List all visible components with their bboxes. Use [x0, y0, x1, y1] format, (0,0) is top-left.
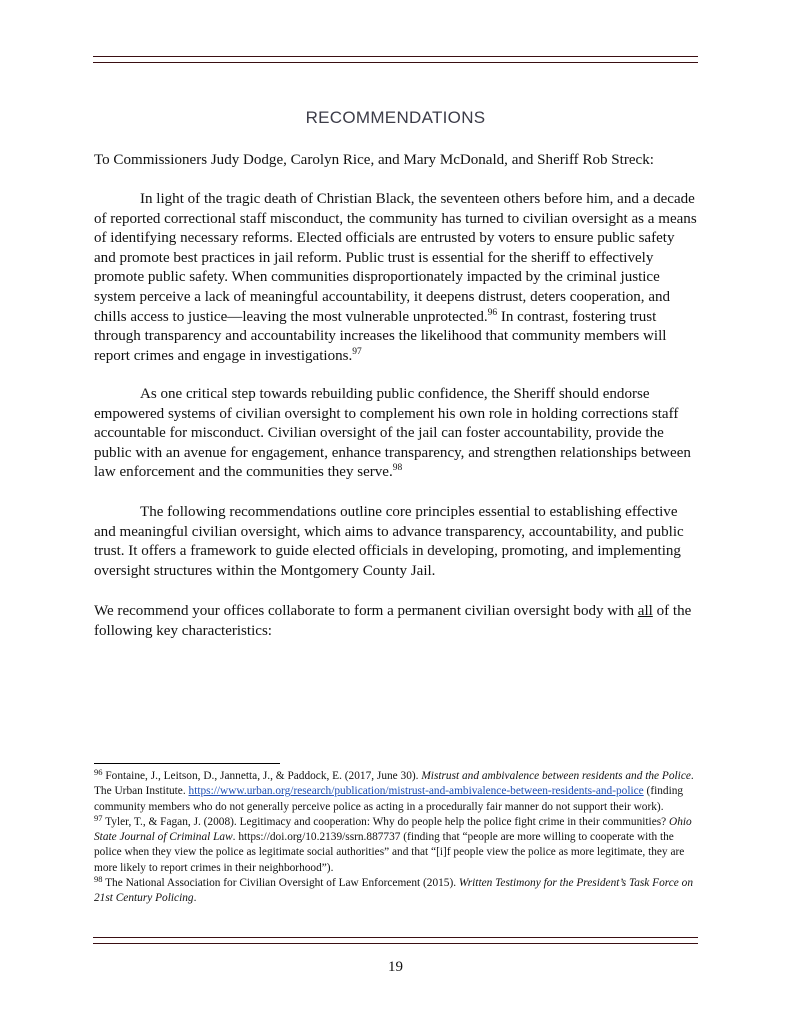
paragraph-4	[94, 602, 697, 641]
footnote-98	[94, 876, 699, 907]
paragraph-4-emphasis: all	[637, 603, 653, 619]
page-heading: RECOMMENDATIONS	[305, 108, 486, 127]
footnote-number: 98	[94, 874, 103, 885]
footnote-number: 97	[94, 812, 103, 823]
footnote-title: Written Testimony for the President’s Task Force on 21st Century Policing	[94, 877, 694, 905]
footnote-url-link[interactable]: https://www.urban.org/research/publication/mistrust-and-ambivalence-between-residents-and-police	[188, 785, 644, 798]
footnote-divider	[94, 763, 280, 764]
footnote-ref-96[interactable]: 96	[487, 307, 498, 318]
footnote-note: (finding community members who do not generally perceive police as acting in a procedurally fair manner do not support their work).	[94, 785, 684, 813]
footnote-number: 96	[94, 767, 103, 777]
footnote-ref-98[interactable]: 98	[392, 463, 403, 474]
footnote-96	[94, 769, 699, 815]
footnotes	[94, 769, 699, 907]
paragraph-3-text: The following recommendations outline core principles essential to establishing effective and meaningful civilian oversight, which aims to advance transparency, accountability, and public trust. It offers a framework to guide elected officials in developing, promoting, and implementing oversight structures within the Montgomery County Jail.	[94, 504, 684, 579]
footnote-title: Mistrust and ambivalence between residents and the Police	[421, 770, 691, 782]
footnote-publisher: . The Urban Institute.	[94, 770, 694, 798]
paragraph-4-before: We recommend your offices collaborate to form a permanent civilian oversight body with	[94, 603, 638, 619]
paragraph-1-text-cont: In contrast, fostering trust through transparency and accountability increases the likelihood that community members will report crimes and engage in investigations.	[94, 308, 667, 364]
footnote-ref-97[interactable]: 97	[352, 346, 362, 357]
footnote-title: Ohio State Journal of Criminal Law	[94, 815, 692, 844]
footnote-authors: Tyler, T., & Fagan, J. (2008). Legitimacy and cooperation: Why do people help the police fight crime in their communities?	[102, 815, 670, 828]
paragraph-1	[94, 190, 697, 366]
header-rule	[93, 56, 698, 63]
paragraph-2	[94, 385, 697, 483]
page-number: 19	[388, 959, 403, 975]
salutation: To Commissioners Judy Dodge, Carolyn Rice, and Mary McDonald, and Sheriff Rob Streck:	[94, 152, 654, 168]
footer-rule	[93, 937, 698, 944]
footnote-note: . https://doi.org/10.2139/ssrn.887737 (finding that “people are more willing to cooperate with the police when they view the police as legitimate social authorities” and that “[i]f people view the police as more legitimate, they are more likely to report crimes in their neighborhood”).	[94, 831, 685, 874]
paragraph-1-text: In light of the tragic death of Christian Black, the seventeen others before him, and a decade of reported correctional staff misconduct, the community has turned to civilian oversight as a means of identifying necessary reforms. Elected officials are entrusted by voters to ensure public safety and promote best practices in jail reform. Public trust is essential for the sheriff to effectively promote public safety. When communities disproportionately impacted by the criminal justice system perceive a lack of meaningful accountability, it deepens distrust, deters cooperation, and chills access to justice—leaving the most vulnerable unprotected.	[94, 191, 697, 325]
footnote-97	[94, 812, 699, 876]
paragraph-4-after: of the following key characteristics:	[94, 603, 692, 639]
footnote-authors: Fontaine, J., Leitson, D., Jannetta, J., & Paddock, E. (2017, June 30).	[102, 770, 422, 782]
paragraph-2-text: As one critical step towards rebuilding public confidence, the Sheriff should endorse empowered systems of civilian oversight to complement his own role in holding corrections staff accountable for misconduct. Civilian oversight of the jail can foster accountability, provide the public with an avenue for engagement, enhance transparency, and strengthen relationships between law enforcement and the communities they serve.	[94, 386, 691, 481]
footnote-note: .	[193, 892, 197, 905]
paragraph-3	[94, 503, 697, 581]
footnote-authors: The National Association for Civilian Oversight of Law Enforcement (2015).	[102, 877, 459, 890]
